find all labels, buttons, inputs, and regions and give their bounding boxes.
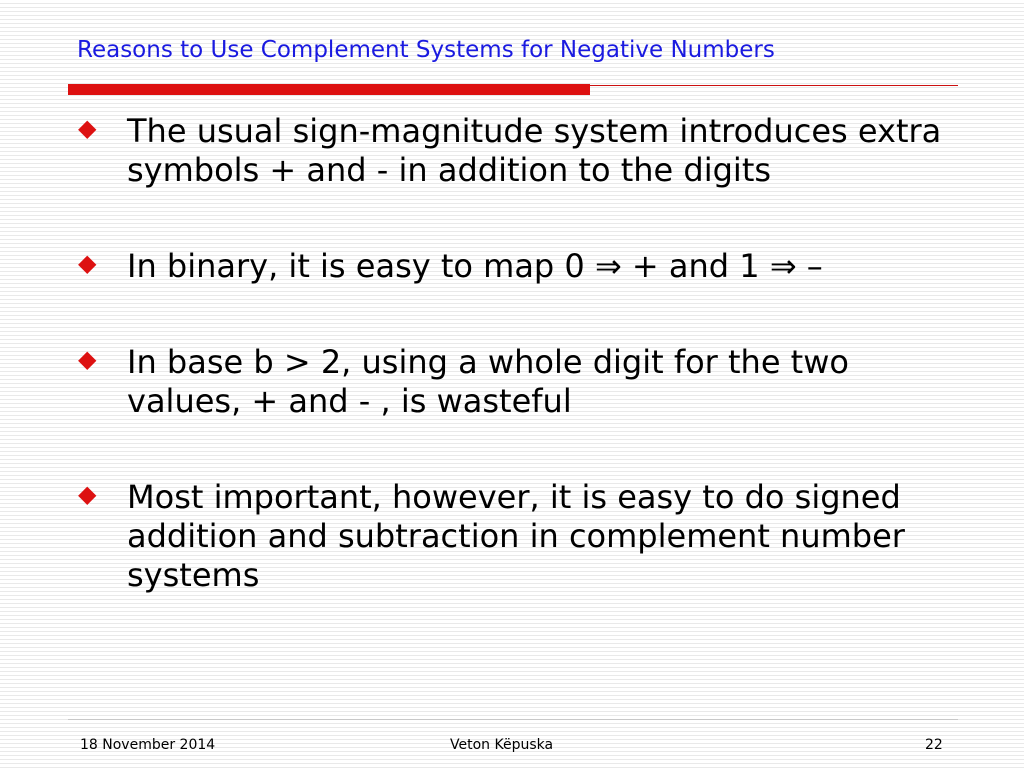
footer-divider [68, 719, 958, 720]
bullet-text: In base b > 2, using a whole digit for the two values, + and - , is wasteful [127, 343, 849, 420]
bullet-item [76, 247, 946, 286]
bullet-item [76, 478, 946, 595]
title-accent-bar [68, 84, 590, 95]
diamond-bullet-icon: ◆ [78, 114, 97, 142]
diamond-bullet-icon: ◆ [78, 249, 97, 277]
diamond-bullet-icon: ◆ [78, 345, 97, 373]
page-number: 22 [925, 737, 943, 753]
slide-title: Reasons to Use Complement Systems for Negative Numbers [77, 37, 775, 63]
bullet-item [76, 343, 946, 421]
bullet-text: Most important, however, it is easy to do signed addition and subtraction in complement number systems [127, 478, 905, 594]
bullet-item [76, 112, 946, 190]
bullet-text: The usual sign-magnitude system introduces extra symbols + and - in addition to the digits [127, 112, 942, 189]
diamond-bullet-icon: ◆ [78, 480, 97, 508]
footer-date: 18 November 2014 [80, 737, 216, 753]
footer-author: Veton Këpuska [450, 737, 554, 753]
bullet-text: In binary, it is easy to map 0 ⇒ + and 1 ⇒ – [127, 247, 823, 285]
bullet-list [76, 112, 946, 595]
